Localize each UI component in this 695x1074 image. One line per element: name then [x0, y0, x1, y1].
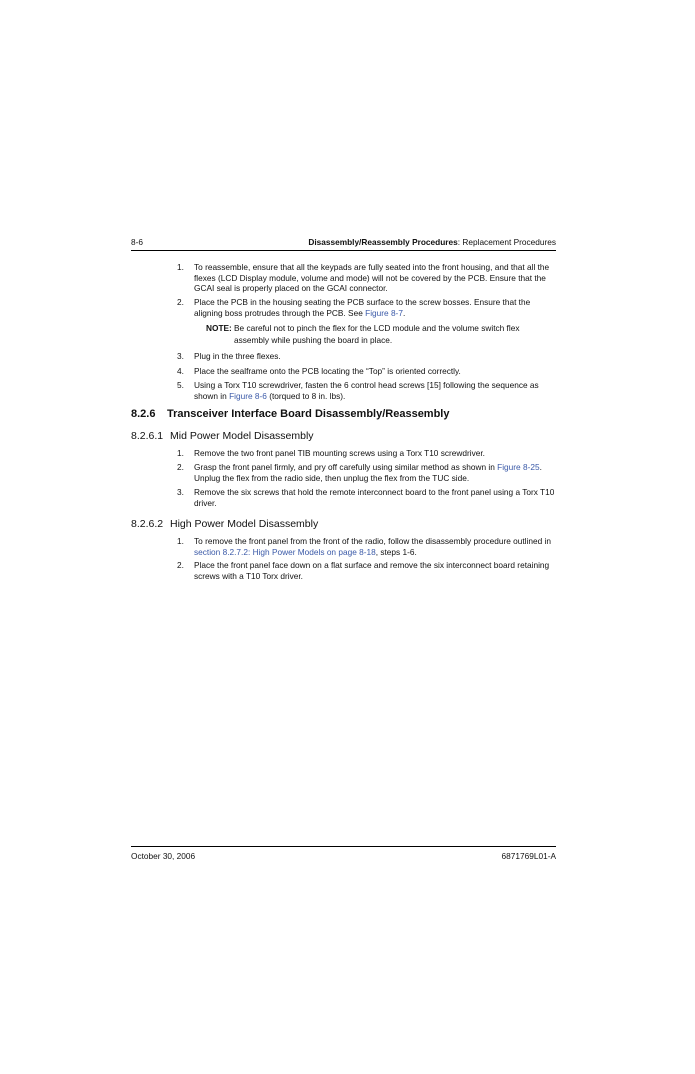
figure-link[interactable]: Figure 8-25	[497, 462, 540, 472]
running-title-rest: : Replacement Procedures	[457, 237, 556, 247]
list-number: 4.	[177, 366, 184, 376]
list-item	[177, 351, 555, 362]
section-title: Transceiver Interface Board Disassembly/Reassembly	[167, 408, 450, 420]
footer-rule	[131, 846, 556, 847]
subsection-heading	[131, 518, 318, 530]
list-number: 2.	[177, 462, 184, 472]
list-text: Remove the six screws that hold the remote interconnect board to the front panel using a Torx T10 driver.	[194, 487, 555, 508]
running-title	[308, 237, 556, 247]
note-text: Be careful not to pinch the flex for the LCD module and the volume switch flex assembly while pushing the board in place.	[234, 323, 520, 345]
note	[206, 323, 556, 346]
text-run: . Unplug the flex from the radio side, then unplug the flex from the TUC side.	[194, 462, 542, 483]
text-run: (torqued to 8 in. lbs).	[266, 390, 346, 401]
list-item	[177, 536, 555, 557]
list-number: 2.	[177, 560, 184, 570]
list-number: 3.	[177, 351, 184, 361]
list-text: Plug in the three flexes.	[194, 351, 281, 361]
figure-link[interactable]: Figure 8-7	[365, 307, 403, 318]
list-item	[177, 297, 555, 318]
figure-link[interactable]: Figure 8-6	[229, 390, 267, 401]
running-title-bold: Disassembly/Reassembly Procedures	[308, 237, 458, 247]
list-number: 2.	[177, 297, 184, 307]
list-text: Place the front panel face down on a flat surface and remove the six interconnect board retaining screws with a T10 Torx driver.	[194, 560, 550, 581]
list-number: 1.	[177, 536, 184, 546]
list-item	[177, 448, 555, 459]
note-label: NOTE:	[206, 323, 232, 333]
list-text	[194, 536, 555, 557]
section-link[interactable]: section 8.2.7.2: High Power Models on page 8-18	[194, 546, 376, 557]
header-rule	[131, 250, 556, 251]
list-item	[177, 262, 555, 294]
list-number: 1.	[177, 262, 184, 272]
text-run: Place the PCB in the housing seating the PCB surface to the screw bosses. Ensure that the aligning boss protrudes through the PCB. See	[194, 297, 531, 318]
list-item	[177, 380, 555, 401]
list-number: 5.	[177, 380, 184, 390]
subsection-title: Mid Power Model Disassembly	[170, 430, 314, 442]
list-text	[194, 380, 555, 401]
text-run: Using a Torx T10 screwdriver, fasten the 6 control head screws [15] following the sequence as shown in	[194, 380, 539, 401]
section-heading	[131, 408, 449, 420]
text-run: To remove the front panel from the front of the radio, follow the disassembly procedure outlined in	[194, 536, 551, 546]
list-text: Remove the two front panel TIB mounting screws using a Torx T10 screwdriver.	[194, 448, 485, 458]
text-run: , steps 1-6.	[375, 546, 417, 557]
list-number: 3.	[177, 487, 184, 497]
list-text: To reassemble, ensure that all the keypads are fully seated into the front housing, and that all the flexes (LCD Display module, volume and mode) will not be covered by the PCB. Ensure that the GCAI seal is properly placed on the GCAI connector.	[194, 262, 550, 294]
list-item	[177, 366, 555, 377]
list-text: Place the sealframe onto the PCB locating the “Top” is oriented correctly.	[194, 366, 461, 376]
list-item	[177, 560, 555, 581]
footer-doc-number: 6871769L01-A	[501, 851, 556, 861]
list-item	[177, 487, 555, 508]
section-number: 8.2.6	[131, 408, 156, 420]
page-number: 8-6	[131, 237, 143, 247]
subsection-heading	[131, 430, 314, 442]
text-run: Grasp the front panel firmly, and pry off carefully using similar method as shown in	[194, 462, 498, 472]
footer-date: October 30, 2006	[131, 851, 196, 861]
text-run: .	[402, 307, 406, 318]
subsection-title: High Power Model Disassembly	[170, 518, 319, 530]
subsection-number: 8.2.6.1	[131, 430, 164, 442]
list-text	[194, 462, 555, 483]
list-number: 1.	[177, 448, 184, 458]
subsection-number: 8.2.6.2	[131, 518, 164, 530]
list-item	[177, 462, 555, 483]
list-text	[194, 297, 555, 318]
